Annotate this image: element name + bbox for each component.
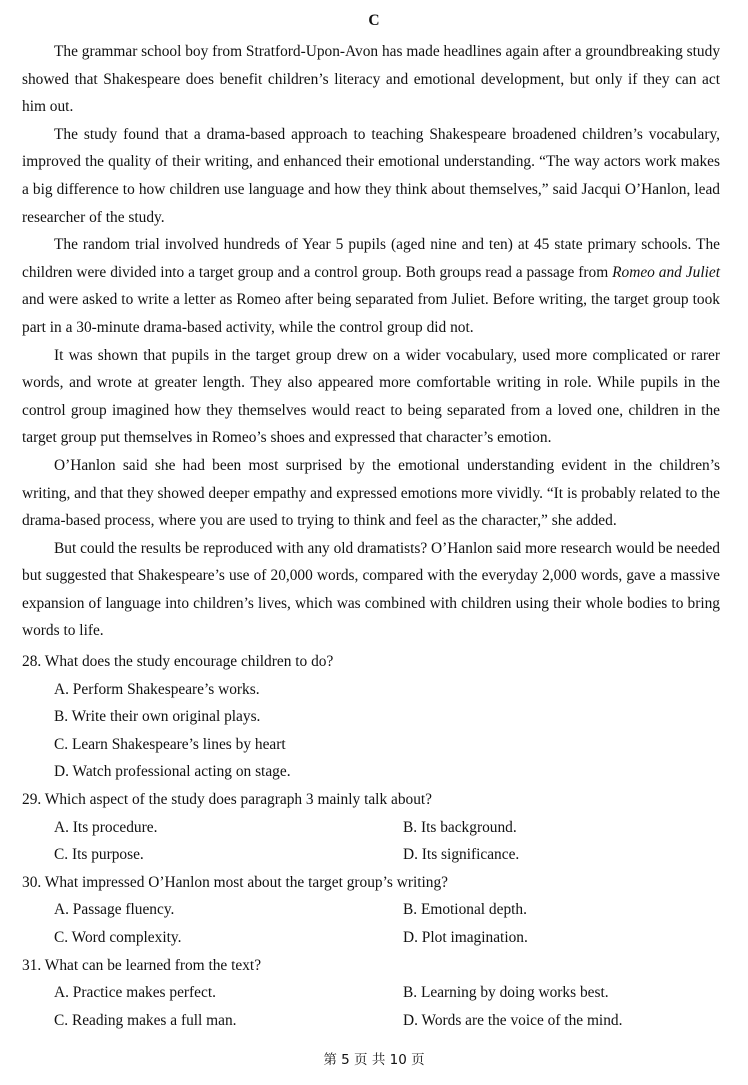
- question-stem: 28. What does the study encourage children to do?: [22, 653, 334, 670]
- option-row: [22, 814, 720, 842]
- paragraph-text: O’Hanlon said she had been most surprised by the emotional understanding evident in the children’s writing, and that they showed deeper empathy and expressed emotions more vividly. “It is probably related to the drama-based process, where you are used to trying to think and feel as the character,” she added.: [22, 456, 720, 530]
- question-stem: 31. What can be learned from the text?: [22, 956, 262, 974]
- question-stem: 29. Which aspect of the study does paragraph 3 mainly talk about?: [22, 790, 433, 808]
- paragraph-6: [22, 535, 720, 645]
- option-d: D. Its significance.: [403, 846, 520, 864]
- paragraph-5: [22, 452, 720, 535]
- option-a: A. Perform Shakespeare’s works.: [54, 680, 260, 698]
- option-d: D. Plot imagination.: [403, 928, 528, 946]
- paragraph-text: It was shown that pupils in the target group drew on a wider vocabulary, used more complicated or rarer words, and wrote at greater length. They also appeared more comfortable writing in role. While pupils in the control group imagined how they themselves would react to being separated from a loved one, children in the target group put themselves in Romeo’s shoes and expressed that character’s emotion.: [22, 346, 720, 447]
- question-30: [22, 869, 720, 952]
- paragraph-3: [22, 231, 720, 341]
- option-a: A. Passage fluency.: [54, 901, 175, 919]
- option-row: [22, 841, 720, 869]
- question-28: [22, 648, 720, 786]
- option-c: C. Word complexity.: [54, 928, 182, 946]
- option-b: B. Its background.: [403, 818, 517, 836]
- option-b: B. Learning by doing works best.: [403, 984, 609, 1002]
- question-29: [22, 786, 720, 869]
- option-row: [22, 1007, 720, 1035]
- paragraph-1: [22, 38, 720, 121]
- option-c: C. Learn Shakespeare’s lines by heart: [54, 735, 286, 753]
- option-d: D. Words are the voice of the mind.: [403, 1011, 623, 1029]
- paragraph-text: The study found that a drama-based approach to teaching Shakespeare broadened children’s vocabulary, improved the quality of their writing, and enhanced their emotional understanding. “The way actors work makes a big difference to how children use language and how they think about themselves,” said Jacqui O’Hanlon, lead researcher of the study.: [22, 125, 720, 226]
- section-heading: C: [368, 12, 380, 29]
- question-stem: 30. What impressed O’Hanlon most about the target group’s writing?: [22, 873, 449, 891]
- option-d: D. Watch professional acting on stage.: [54, 763, 291, 781]
- option-c: C. Reading makes a full man.: [54, 1011, 237, 1029]
- question-list: [22, 648, 720, 1034]
- paragraph-text: and were asked to write a letter as Romeo after being separated from Juliet. Before writing, the target group took part in a 30-minute drama-based activity, while the control group did not.: [22, 291, 720, 336]
- option-a: A. Practice makes perfect.: [54, 984, 216, 1002]
- paragraph-text: But could the results be reproduced with any old dramatists? O’Hanlon said more research would be needed but suggested that Shakespeare’s use of 20,000 words, compared with the everyday 2,000 words, gave a massive expansion of language into children’s lives, which was combined with children using their whole bodies to bring words to life.: [22, 539, 720, 640]
- option-a: A. Its procedure.: [54, 818, 158, 836]
- paragraph-4: [22, 342, 720, 452]
- work-title: Romeo and Juliet: [612, 263, 720, 281]
- option-row: [22, 924, 720, 952]
- page-number-footer: 第 5 页 共 10 页: [323, 1052, 425, 1068]
- option-c: C. Its purpose.: [54, 846, 144, 864]
- option-row: [22, 896, 720, 924]
- paragraph-2: [22, 121, 720, 231]
- paragraph-text: The grammar school boy from Stratford-Upon-Avon has made headlines again after a groundbreaking study showed that Shakespeare does benefit children’s literacy and emotional development, but only if they can act him out.: [22, 43, 721, 116]
- option-row: [22, 979, 720, 1007]
- option-b: B. Emotional depth.: [403, 901, 527, 919]
- question-31: [22, 952, 720, 1035]
- paragraph-text: The random trial involved hundreds of Year 5 pupils (aged nine and ten) at 45 state primary schools. The children were divided into a target group and a control group. Both groups read a passage from: [22, 236, 720, 281]
- option-b: B. Write their own original plays.: [54, 708, 261, 726]
- reading-passage: [22, 38, 720, 645]
